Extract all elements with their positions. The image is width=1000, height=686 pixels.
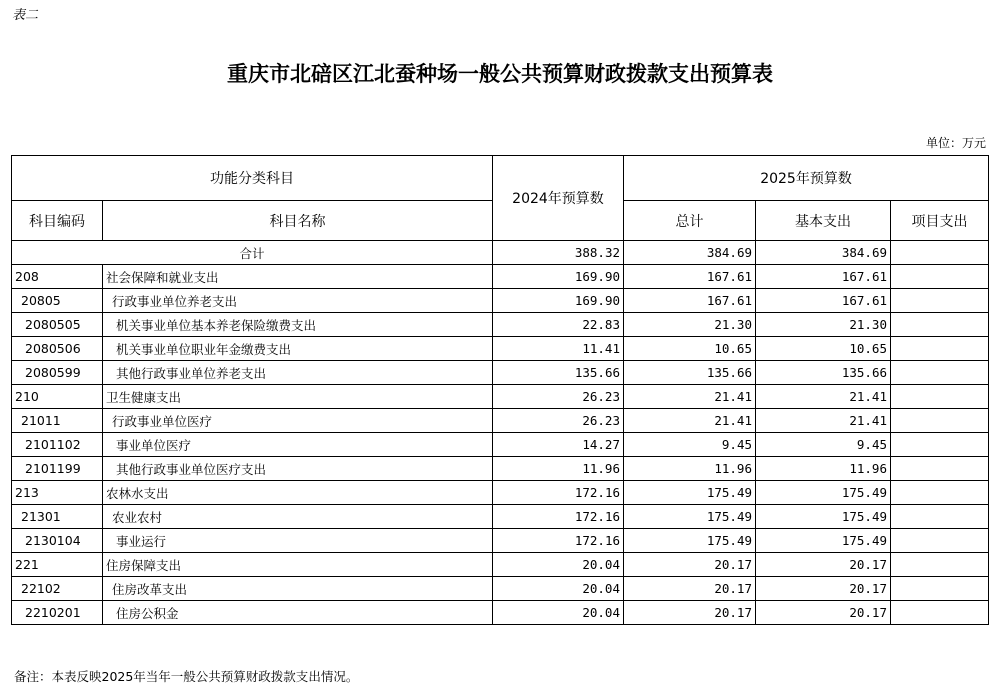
- row-budget-2024: 14.27: [493, 433, 624, 457]
- table-row: [12, 385, 989, 409]
- row-name: 住房改革支出: [103, 577, 493, 601]
- row-name: 其他行政事业单位医疗支出: [103, 457, 493, 481]
- row-basic: 10.65: [756, 337, 891, 361]
- header-name: 科目名称: [103, 201, 493, 241]
- row-total: 20.17: [624, 553, 756, 577]
- table-row: [12, 433, 989, 457]
- row-name: 住房公积金: [103, 601, 493, 625]
- page-title: 重庆市北碚区江北蚕种场一般公共预算财政拨款支出预算表: [227, 61, 773, 86]
- row-name: 行政事业单位医疗: [103, 409, 493, 433]
- total-total: 384.69: [624, 241, 756, 265]
- row-total: 20.17: [624, 601, 756, 625]
- row-budget-2024: 135.66: [493, 361, 624, 385]
- row-project: [891, 505, 989, 529]
- row-name: 农业农村: [103, 505, 493, 529]
- row-name: 其他行政事业单位养老支出: [103, 361, 493, 385]
- row-total: 21.41: [624, 409, 756, 433]
- header-basic: 基本支出: [756, 201, 891, 241]
- row-name: 农林水支出: [103, 481, 493, 505]
- row-budget-2024: 20.04: [493, 601, 624, 625]
- header-functional-category: 功能分类科目: [12, 156, 493, 201]
- row-code: 2101199: [12, 457, 103, 481]
- row-name: 行政事业单位养老支出: [103, 289, 493, 313]
- row-total: 167.61: [624, 265, 756, 289]
- row-total: 11.96: [624, 457, 756, 481]
- row-budget-2024: 11.41: [493, 337, 624, 361]
- table-row: [12, 529, 989, 553]
- table-row: [12, 457, 989, 481]
- row-name: 事业运行: [103, 529, 493, 553]
- table-row: [12, 601, 989, 625]
- table-row: [12, 313, 989, 337]
- row-total: 10.65: [624, 337, 756, 361]
- row-basic: 9.45: [756, 433, 891, 457]
- row-project: [891, 457, 989, 481]
- row-budget-2024: 172.16: [493, 529, 624, 553]
- table-row: [12, 577, 989, 601]
- row-name: 社会保障和就业支出: [103, 265, 493, 289]
- budget-table: [11, 155, 989, 625]
- row-total: 9.45: [624, 433, 756, 457]
- header-budget-2025: 2025年预算数: [624, 156, 989, 201]
- row-total: 20.17: [624, 577, 756, 601]
- row-code: 2080599: [12, 361, 103, 385]
- header-total: 总计: [624, 201, 756, 241]
- row-budget-2024: 26.23: [493, 385, 624, 409]
- row-code: 2080505: [12, 313, 103, 337]
- row-code: 2080506: [12, 337, 103, 361]
- row-total: 175.49: [624, 481, 756, 505]
- row-basic: 21.41: [756, 385, 891, 409]
- row-total: 21.30: [624, 313, 756, 337]
- row-project: [891, 409, 989, 433]
- row-project: [891, 289, 989, 313]
- header-code: 科目编码: [12, 201, 103, 241]
- table-row: [12, 289, 989, 313]
- row-basic: 20.17: [756, 553, 891, 577]
- row-name: 机关事业单位职业年金缴费支出: [103, 337, 493, 361]
- row-project: [891, 433, 989, 457]
- row-budget-2024: 20.04: [493, 577, 624, 601]
- row-basic: 135.66: [756, 361, 891, 385]
- footnote: 备注：本表反映2025年当年一般公共预算财政拨款支出情况。: [14, 669, 359, 684]
- row-code: 208: [12, 265, 103, 289]
- row-name: 事业单位医疗: [103, 433, 493, 457]
- row-code: 22102: [12, 577, 103, 601]
- row-basic: 21.30: [756, 313, 891, 337]
- page-label: 表二: [12, 8, 39, 23]
- row-project: [891, 481, 989, 505]
- table-row: [12, 553, 989, 577]
- total-label: 合计: [12, 241, 493, 265]
- row-code: 213: [12, 481, 103, 505]
- row-project: [891, 361, 989, 385]
- row-project: [891, 529, 989, 553]
- row-project: [891, 601, 989, 625]
- row-budget-2024: 22.83: [493, 313, 624, 337]
- row-basic: 175.49: [756, 505, 891, 529]
- row-name: 住房保障支出: [103, 553, 493, 577]
- row-code: 221: [12, 553, 103, 577]
- row-budget-2024: 172.16: [493, 505, 624, 529]
- row-basic: 11.96: [756, 457, 891, 481]
- row-basic: 20.17: [756, 577, 891, 601]
- row-budget-2024: 11.96: [493, 457, 624, 481]
- row-total: 167.61: [624, 289, 756, 313]
- row-project: [891, 577, 989, 601]
- row-project: [891, 337, 989, 361]
- total-budget-2024: 388.32: [493, 241, 624, 265]
- header-budget-2024: 2024年预算数: [493, 156, 624, 241]
- total-basic: 384.69: [756, 241, 891, 265]
- row-name: 机关事业单位基本养老保险缴费支出: [103, 313, 493, 337]
- row-basic: 167.61: [756, 265, 891, 289]
- row-name: 卫生健康支出: [103, 385, 493, 409]
- row-code: 21011: [12, 409, 103, 433]
- row-budget-2024: 169.90: [493, 289, 624, 313]
- row-budget-2024: 169.90: [493, 265, 624, 289]
- row-total: 21.41: [624, 385, 756, 409]
- row-project: [891, 265, 989, 289]
- header-project: 项目支出: [891, 201, 989, 241]
- row-basic: 20.17: [756, 601, 891, 625]
- row-budget-2024: 20.04: [493, 553, 624, 577]
- row-basic: 167.61: [756, 289, 891, 313]
- row-total: 135.66: [624, 361, 756, 385]
- total-project: [891, 241, 989, 265]
- row-code: 21301: [12, 505, 103, 529]
- table-row: [12, 265, 989, 289]
- row-code: 2101102: [12, 433, 103, 457]
- table-row: [12, 505, 989, 529]
- table-row: [12, 409, 989, 433]
- row-total: 175.49: [624, 529, 756, 553]
- total-row: [12, 241, 989, 265]
- row-budget-2024: 26.23: [493, 409, 624, 433]
- table-row: [12, 361, 989, 385]
- row-code: 2210201: [12, 601, 103, 625]
- row-project: [891, 385, 989, 409]
- row-total: 175.49: [624, 505, 756, 529]
- table-row: [12, 481, 989, 505]
- unit-label: 单位：万元: [925, 136, 986, 150]
- row-basic: 175.49: [756, 481, 891, 505]
- row-basic: 175.49: [756, 529, 891, 553]
- row-project: [891, 313, 989, 337]
- row-code: 210: [12, 385, 103, 409]
- row-code: 2130104: [12, 529, 103, 553]
- row-code: 20805: [12, 289, 103, 313]
- table-row: [12, 337, 989, 361]
- row-project: [891, 553, 989, 577]
- row-budget-2024: 172.16: [493, 481, 624, 505]
- row-basic: 21.41: [756, 409, 891, 433]
